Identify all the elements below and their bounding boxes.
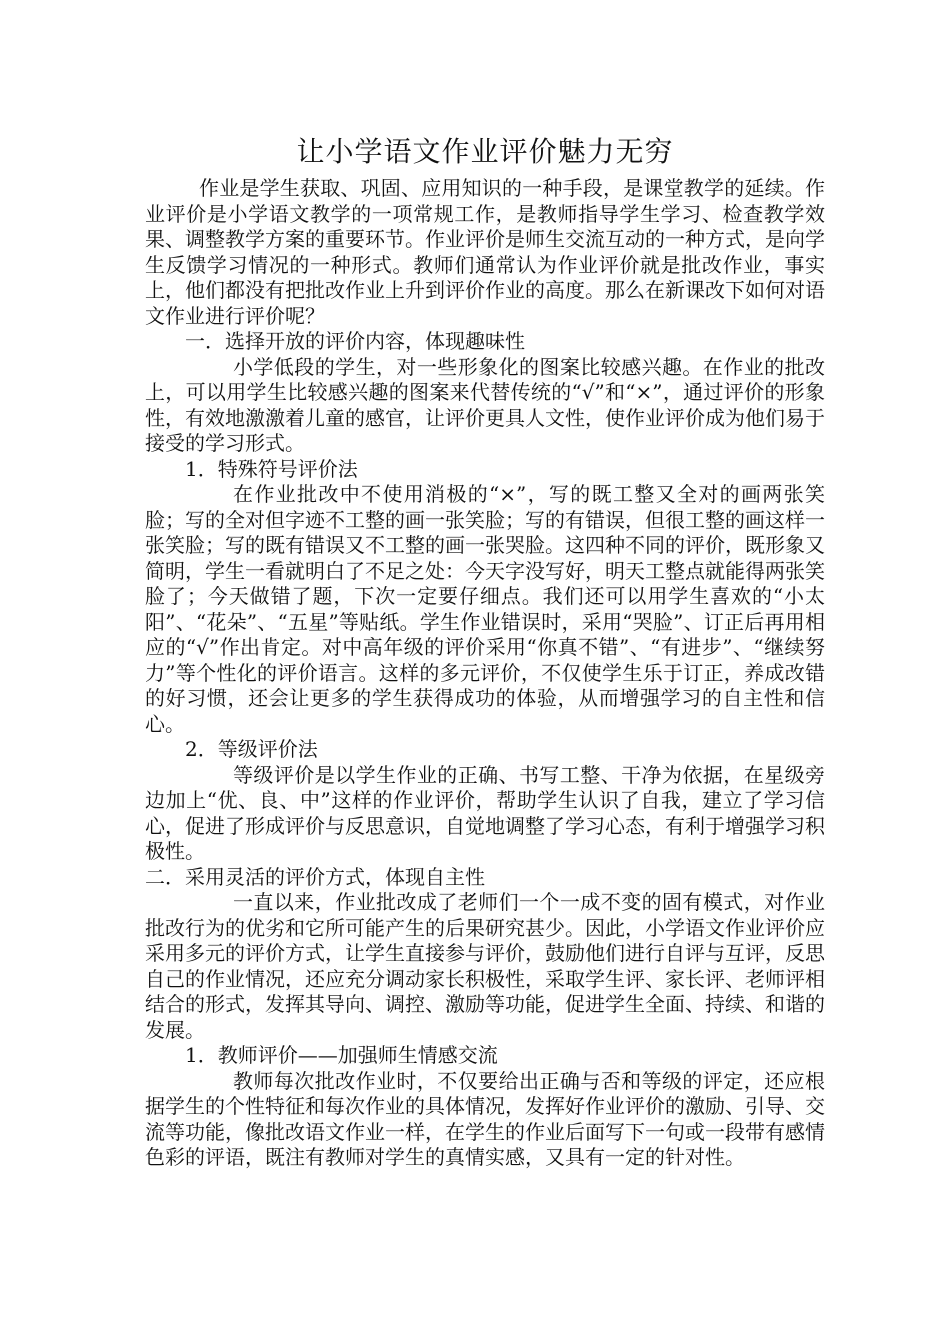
section-1-sub-1-heading: 1．特殊符号评价法 [185,456,358,481]
section-2-heading: 二．采用灵活的评价方式，体现自主性 [145,864,485,889]
intro-paragraph: 作业是学生获取、巩固、应用知识的一种手段，是课堂教学的延续。作业评价是小学语文教学的一项常规工作，是教师指导学生学习、检查教学效果、调整教学方案的重要环节。作业评价是师生交流互动的一种方式，是向学生反馈学习情况的一种形式。教师们通常认为作业评价就是批改作业，事实上，他们都没有把批改作业上升到评价作业的高度。那么在新课改下如何对语文作业进行评价呢？ [145,176,825,328]
document-title: 让小学语文作业评价魅力无穷 [296,135,674,168]
section-1-sub-2-heading: 2．等级评价法 [185,737,318,761]
section-1-paragraph: 小学低段的学生，对一些形象化的图案比较感兴趣。在作业的批改上，可以用学生比较感兴趣的图案来代替传统的“√”和“×”，通过评价的形象性，有效地激激着儿童的感官，让评价更具人文性，使作业评价成为他们易于接受的学习形式。 [145,354,825,455]
section-1-sub-1-paragraph: 在作业批改中不使用消极的“×”，写的既工整又全对的画两张笑脸；写的全对但字迹不工整的画一张笑脸；写的有错误，但很工整的画这样一张笑脸；写的既有错误又不工整的画一张哭脸。这四种不同的评价，既形象又简明，学生一看就明白了不足之处：今天字没写好，明天工整点就能得两张笑脸了；今天做错了题，下次一定要仔细点。我们还可以用学生喜欢的“小太阳”、“花朵”、“五星”等贴纸。学生作业错误时，采用“哭脸”、订正后再用相应的“√”作出肯定。对中高年级的评价采用“你真不错”、“有进步”、“继续努力”等个性化的评价语言。这样的多元评价，不仅使学生乐于订正，养成改错的好习惯，还会让更多的学生获得成功的体验，从而增强学习的自主性和信心。 [145,482,825,736]
document-page [145,130,825,1171]
section-2-sub-1-heading: 1．教师评价——加强师生情感交流 [185,1043,498,1067]
section-1-heading: 一．选择开放的评价内容，体现趣味性 [185,329,525,353]
section-2-sub-1-paragraph: 教师每次批改作业时，不仅要给出正确与否和等级的评定，还应根据学生的个性特征和每次作业的具体情况，发挥好作业评价的激励、引导、交流等功能，像批改语文作业一样，在学生的作业后面写下一句或一段带有感情色彩的评语，既注有教师对学生的真情实感，又具有一定的针对性。 [145,1068,825,1169]
section-1-sub-2-paragraph: 等级评价是以学生作业的正确、书写工整、干净为依据，在星级旁边加上“优、良、中”这样的作业评价，帮助学生认识了自我，建立了学习信心，促进了形成评价与反思意识，自觉地调整了学习心态，有利于增强学习积极性。 [145,762,825,863]
section-2-paragraph: 一直以来，作业批改成了老师们一个一成不变的固有模式，对作业批改行为的优劣和它所可能产生的后果研究甚少。因此，小学语文作业评价应采用多元的评价方式，让学生直接参与评价，鼓励他们进行自评与互评，反思自己的作业情况，还应充分调动家长积极性，采取学生评、家长评、老师评相结合的形式，发挥其导向、调控、激励等功能，促进学生全面、持续、和谐的发展。 [145,890,825,1042]
